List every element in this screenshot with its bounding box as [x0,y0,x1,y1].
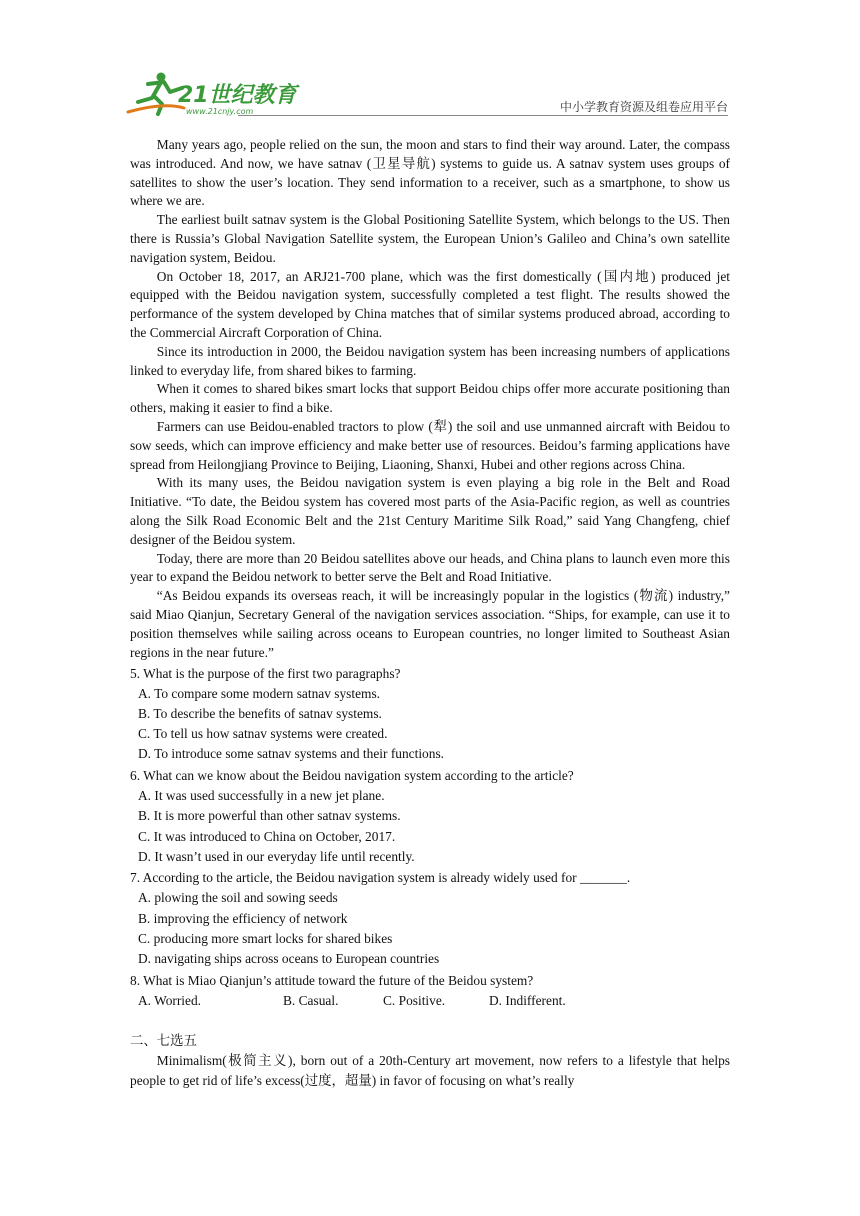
document-body [130,136,730,1092]
answer-option: B. Casual. [283,992,339,1008]
answer-options-row [130,991,730,1011]
answer-option: D. Indifferent. [489,992,566,1008]
answer-option: C. It was introduced to China on October, 2017. [138,828,396,844]
question-7 [130,868,730,969]
answer-option: C. Positive. [383,992,446,1008]
passage-paragraph: On October 18, 2017, an ARJ21-700 plane, which was the first domestically (国内地) produced jet equipped with the Beidou navigation system, successfully completed a test flight. The results showed the performance of the system developed by China matches that of similar systems produced abroad, according to the Commercial Aircraft Corporation of China. [130,268,730,340]
header-divider [238,115,728,116]
passage-paragraph: When it comes to shared bikes smart locks that support Beidou chips offer more accurate positioning than others, making it easier to find a bike. [130,381,730,416]
section-paragraph: Minimalism(极简主义), born out of a 20th-Century art movement, now refers to a lifestyle that helps people to get rid of life’s excess(过度，超量) in favor of focusing on what’s really [130,1052,730,1089]
answer-option: B. It is more powerful than other satnav systems. [138,808,401,824]
runner-logo-icon [124,68,314,116]
passage-paragraph: Today, there are more than 20 Beidou satellites above our heads, and China plans to launch even more this year to expand the Beidou network to better serve the Belt and Road Initiative. [130,550,730,585]
question-6 [130,766,730,867]
page-header [118,68,728,116]
passage-paragraph: Since its introduction in 2000, the Beidou navigation system has been increasing numbers of applications linked to everyday life, from shared bikes to farming. [130,343,730,378]
answer-option: D. To introduce some satnav systems and their functions. [138,746,445,762]
question-stem: 6. What can we know about the Beidou navigation system according to the article? [130,768,574,784]
header-platform-name: 中小学教育资源及组卷应用平台 [559,100,728,114]
answer-option: D. navigating ships across oceans to European countries [138,951,440,967]
answer-option: C. producing more smart locks for shared bikes [138,930,393,946]
passage-paragraph: The earliest built satnav system is the Global Positioning Satellite System, which belongs to the US. Then there is Russia’s Global Navigation Satellite system, the European Union’s Galileo and China’s own satellite navigation system, Beidou. [130,212,730,265]
answer-option: B. To describe the benefits of satnav systems. [138,706,382,722]
answer-option: B. improving the efficiency of network [138,910,348,926]
logo-title: 21世纪教育 [178,83,297,108]
logo-url: www.21cnjy.com [186,107,254,116]
answer-option: D. It wasn’t used in our everyday life until recently. [138,848,415,864]
passage-paragraph: Farmers can use Beidou-enabled tractors to plow (犁) the soil and use unmanned aircraft with Beidou to sow seeds, which can improve efficiency and make better use of resources. Beidou’s farming applications have spread from Heilongjiang Province to Beijing, Liaoning, Shanxi, Hubei and other regions across China. [130,418,730,472]
question-5 [130,664,730,765]
answer-option: C. To tell us how satnav systems were created. [138,726,388,742]
passage-paragraph: With its many uses, the Beidou navigation system is even playing a big role in the Belt and Road Initiative. “To date, the Beidou system has covered most parts of the Asia-Pacific region, as well as countries along the Silk Road Economic Belt and the 21st Century Maritime Silk Road,” said Yang Changfeng, chief designer of the Beidou system. [130,475,730,547]
site-logo [124,68,314,116]
section-heading: 二、七选五 [130,1032,197,1048]
answer-option: A. It was used successfully in a new jet plane. [138,788,385,804]
question-stem: 5. What is the purpose of the first two paragraphs? [130,665,401,681]
question-8 [130,971,730,1011]
question-stem: 8. What is Miao Qianjun’s attitude toward the future of the Beidou system? [130,972,534,988]
answer-option: A. Worried. [138,992,202,1008]
passage-paragraph: Many years ago, people relied on the sun, the moon and stars to find their way around. Later, the compass was introduced. And now, we have satnav (卫星导航) systems to guide us. A satnav system uses groups of satellites to show the user’s location. They send information to a receiver, such as a smartphone, to show us where we are. [130,137,730,209]
answer-option: A. plowing the soil and sowing seeds [138,890,338,906]
answer-option: A. To compare some modern satnav systems. [138,685,381,701]
question-stem: 7. According to the article, the Beidou navigation system is already widely used for _______. [130,870,631,886]
passage-paragraph: “As Beidou expands its overseas reach, it will be increasingly popular in the logistics (物流) industry,” said Miao Qianjun, Secretary General of the navigation services association. “Ships, for example, can use it to position themselves while sailing across oceans to European countries, no longer limited to Southeast Asian regions in the near future.” [130,588,730,660]
